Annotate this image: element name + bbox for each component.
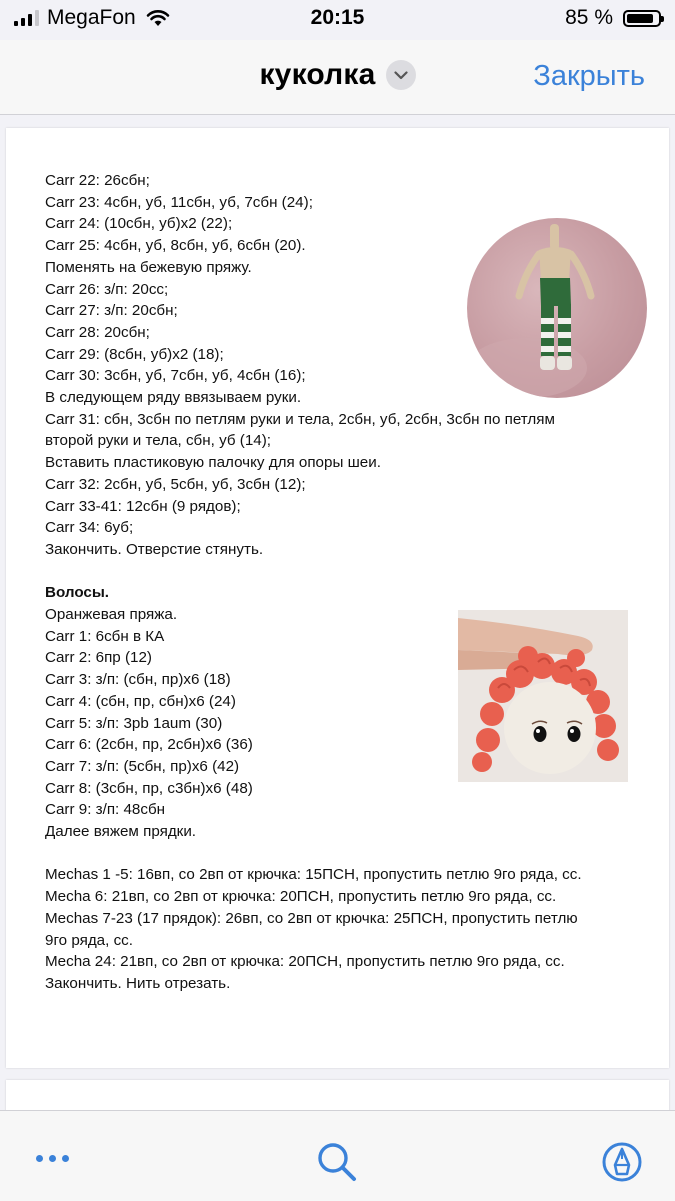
section-heading: Волосы.: [45, 584, 110, 602]
doll-body-image: [467, 218, 647, 398]
pattern-line: Carr 2: 6пр (12): [45, 649, 152, 667]
pattern-line: Carr 34: 6уб;: [45, 519, 134, 537]
pattern-line: Carr 25: 4сбн, уб, 8сбн, уб, 6сбн (20).: [45, 237, 306, 255]
pattern-line: Carr 1: 6сбн в КА: [45, 627, 165, 645]
pattern-line: Carr 30: 3сбн, уб, 7сбн, уб, 4сбн (16);: [45, 367, 306, 385]
doll-body-photo: [467, 218, 647, 398]
status-bar: [0, 0, 675, 40]
pattern-line: Carr 29: (8сбн, уб)х2 (18);: [45, 345, 224, 363]
pattern-line: Оранжевая пряжа.: [45, 606, 178, 624]
pattern-line: Carr 31: сбн, 3сбн по петлям руки и тела, 2сбн, уб, 2сбн, 3сбн по петлям: [45, 410, 555, 428]
more-dots-icon[interactable]: [36, 1155, 69, 1162]
battery-percent: 85 %: [565, 6, 613, 29]
doll-hair-photo: [458, 610, 628, 782]
pattern-line: Carr 33-41: 12сбн (9 рядов);: [45, 497, 241, 515]
pattern-line: второй руки и тела, сбн, уб (14);: [45, 432, 271, 450]
battery-icon: [623, 10, 661, 27]
pattern-line: Закончить. Нить отрезать.: [45, 974, 231, 992]
blank-line: [45, 561, 625, 583]
status-right: [565, 6, 661, 30]
pattern-line: Carr 22: 26сбн;: [45, 172, 150, 189]
markup-pen-icon[interactable]: [601, 1141, 643, 1183]
pattern-line: Carr 8: (3сбн, пр, с3бн)х6 (48): [45, 779, 253, 797]
magnifier-icon[interactable]: [316, 1141, 358, 1183]
pattern-line: Carr 5: з/п: 3pb 1aum (30): [45, 714, 223, 732]
pattern-line: Carr 7: з/п: (5сбн, пр)х6 (42): [45, 757, 240, 775]
pattern-line: Mecha 6: 21вп, со 2вп от крючка: 20ПСН, пропустить петлю 9го ряда, сс.: [45, 888, 557, 906]
pattern-line: Mechas 7-23 (17 прядок): 26вп, со 2вп от крючка: 25ПСН, пропустить петлю: [45, 909, 578, 927]
pattern-line: Carr 9: з/п: 48сбн: [45, 801, 166, 819]
close-button[interactable]: Закрыть: [533, 60, 645, 92]
pattern-line: Вставить пластиковую палочку для опоры шеи.: [45, 454, 381, 472]
bottom-toolbar: [0, 1110, 675, 1201]
pattern-line: В следующем ряду ввязываем руки.: [45, 389, 302, 407]
pattern-line: Carr 24: (10сбн, уб)х2 (22);: [45, 215, 233, 233]
pattern-line: Mecha 24: 21вп, со 2вп от крючка: 20ПСН, пропустить петлю 9го ряда, сс.: [45, 953, 565, 971]
pattern-line: 9го ряда, сс.: [45, 931, 133, 949]
blank-line: [45, 843, 625, 865]
pattern-line: Carr 26: з/п: 20сс;: [45, 280, 169, 298]
pattern-line: Поменять на бежевую пряжу.: [45, 258, 252, 276]
pattern-line: Carr 3: з/п: (сбн, пр)х6 (18): [45, 671, 231, 689]
carrier-name: MegaFon: [47, 6, 136, 29]
pattern-line: Carr 27: з/п: 20сбн;: [45, 302, 178, 320]
navigation-bar: [0, 40, 675, 115]
document-page[interactable]: [6, 128, 669, 1068]
pattern-line: Carr 6: (2сбн, пр, 2сбн)х6 (36): [45, 736, 253, 754]
pattern-line: Carr 23: 4сбн, уб, 11сбн, уб, 7сбн (24);: [45, 193, 313, 211]
clock: 20:15: [310, 6, 365, 29]
battery-level: [627, 14, 653, 23]
document-title[interactable]: куколка: [259, 58, 376, 91]
pattern-line: Далее вяжем прядки.: [45, 823, 197, 841]
pattern-line: Carr 4: (сбн, пр, сбн)х6 (24): [45, 692, 236, 710]
pattern-line: Закончить. Отверстие стянуть.: [45, 540, 264, 558]
doll-hair-image: [458, 610, 628, 782]
pattern-line: Carr 32: 2сбн, уб, 5сбн, уб, 3сбн (12);: [45, 475, 306, 493]
pattern-line: Mechas 1 -5: 16вп, со 2вп от крючка: 15ПСН, пропустить петлю 9го ряда, сс.: [45, 866, 582, 884]
chevron-down-icon[interactable]: [386, 60, 416, 90]
pattern-line: Carr 28: 20сбн;: [45, 323, 150, 341]
